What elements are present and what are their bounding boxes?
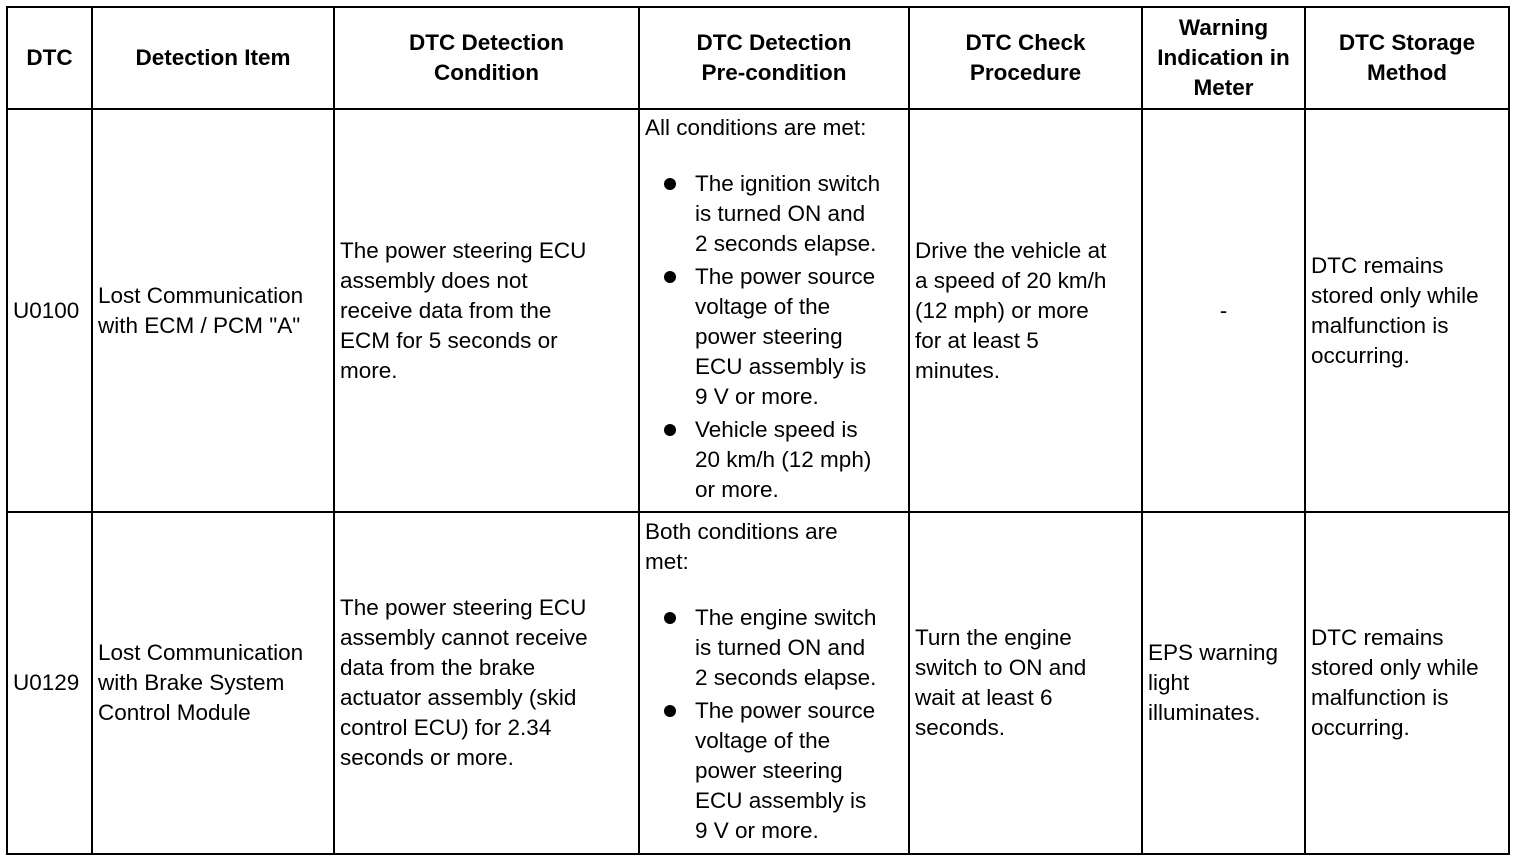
cell-storage-method: DTC remains stored only while malfunction is occurring. — [1305, 512, 1509, 854]
cell-check-procedure: Drive the vehicle at a speed of 20 km/h (12 mph) or more for at least 5 minutes. — [909, 109, 1142, 512]
list-item: Vehicle speed is 20 km/h (12 mph) or more. — [645, 415, 903, 505]
bullet-icon — [664, 424, 676, 436]
table-row — [7, 512, 1509, 854]
header-detection-condition: DTC Detection Condition — [334, 7, 639, 109]
cell-detection-item: Lost Communication with Brake System Control Module — [92, 512, 334, 854]
list-item: The ignition switch is turned ON and 2 seconds elapse. — [645, 169, 903, 259]
cell-precondition — [639, 512, 909, 854]
precondition-intro: All conditions are met: — [645, 115, 867, 140]
header-detection-item: Detection Item — [92, 7, 334, 109]
condition-list — [645, 603, 903, 846]
cell-warning-indication: EPS warning light illuminates. — [1142, 512, 1305, 854]
cell-precondition — [639, 109, 909, 512]
condition-list — [645, 169, 903, 505]
header-dtc: DTC — [7, 7, 92, 109]
header-storage-method: DTC Storage Method — [1305, 7, 1509, 109]
cell-dtc: U0129 — [7, 512, 92, 854]
header-row — [7, 7, 1509, 109]
cell-detection-condition: The power steering ECU assembly cannot receive data from the brake actuator assembly (skid control ECU) for 2.34 seconds or more. — [334, 512, 639, 854]
cell-detection-item: Lost Communication with ECM / PCM "A" — [92, 109, 334, 512]
list-item: The power source voltage of the power steering ECU assembly is 9 V or more. — [645, 262, 903, 412]
cell-check-procedure: Turn the engine switch to ON and wait at least 6 seconds. — [909, 512, 1142, 854]
bullet-icon — [664, 271, 676, 283]
header-check-procedure: DTC Check Procedure — [909, 7, 1142, 109]
table-row — [7, 109, 1509, 512]
bullet-icon — [664, 178, 676, 190]
cell-warning-indication: - — [1142, 109, 1305, 512]
precondition-intro: Both conditions are met: — [645, 519, 838, 574]
cell-dtc: U0100 — [7, 109, 92, 512]
dtc-table — [6, 6, 1510, 855]
cell-detection-condition: The power steering ECU assembly does not receive data from the ECM for 5 seconds or more. — [334, 109, 639, 512]
header-detection-precondition: DTC Detection Pre-condition — [639, 7, 909, 109]
header-warning-indication: Warning Indication in Meter — [1142, 7, 1305, 109]
list-item: The power source voltage of the power steering ECU assembly is 9 V or more. — [645, 696, 903, 846]
cell-storage-method: DTC remains stored only while malfunction is occurring. — [1305, 109, 1509, 512]
bullet-icon — [664, 705, 676, 717]
bullet-icon — [664, 612, 676, 624]
list-item: The engine switch is turned ON and 2 seconds elapse. — [645, 603, 903, 693]
